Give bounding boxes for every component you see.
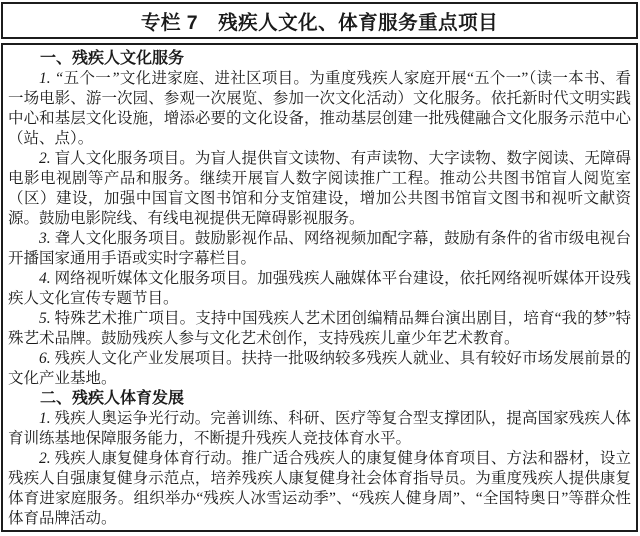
- item-text: 完善训练、科研、医疗等复合型支撑团队，提高国家残疾人体育训练基地保障服务能力，不断提升残疾人竞技体育水平。: [8, 410, 631, 447]
- column-content-box: [1, 43, 638, 532]
- column-title: 专栏 7 残疾人文化、体育服务重点项目: [140, 11, 499, 34]
- item-label: 2. 盲人文化服务项目。: [39, 150, 195, 167]
- item-text: 鼓励影视作品、网络视频加配字幕，鼓励有条件的省市级电视台开播国家通用手语或实时字幕栏目。: [8, 230, 631, 267]
- item-label: 1. “五个一”文化进家庭、进社区项目。: [39, 70, 310, 87]
- section-2-item-2: [8, 449, 631, 529]
- item-text: 加强残疾人融媒体平台建设，依托网络视听媒体开设残疾人文化宣传专题节目。: [8, 270, 631, 307]
- item-label: 2. 残疾人康复健身体育行动。: [39, 450, 242, 467]
- section-1-item-3: [8, 229, 631, 269]
- section-2-heading: 二、残疾人体育发展: [40, 390, 185, 407]
- section-1-heading: 一、残疾人文化服务: [40, 50, 185, 67]
- section-1-item-4: [8, 269, 631, 309]
- section-1-item-2: [8, 149, 631, 229]
- item-text: 为重度残疾人家庭开展“五个一”（读一本书、看一场电影、游一次园、参观一次展览、参加一次文化活动）文化服务。依托新时代文明实践中心和基层文化设施，增添必要的文化设备，推动基层创建一批残健融合文化服务示范中心（站、点）。: [8, 70, 631, 147]
- item-label: 4. 网络视听媒体文化服务项目。: [39, 270, 258, 287]
- item-label: 1. 残疾人奥运争光行动。: [39, 410, 211, 427]
- item-text: 扶持一批吸纳较多残疾人就业、具有较好市场发展前景的文化产业基地。: [8, 350, 631, 387]
- document-page: [0, 2, 640, 532]
- item-label: 5. 特殊艺术推广项目。: [39, 310, 196, 327]
- section-1-item-6: [8, 349, 631, 389]
- section-1-item-1: [8, 69, 631, 149]
- item-text: 为盲人提供盲文读物、有声读物、大字读物、数字阅读、无障碍电影电视剧等产品和服务。继续开展盲人数字阅读推广工程。推动公共图书馆盲人阅览室（区）建设，加强中国盲文图书馆和分支馆建设，增加公共图书馆盲文图书和视听文献资源。鼓励电影院线、有线电视提供无障碍影视服务。: [8, 150, 631, 227]
- item-text: 推广适合残疾人的康复健身体育项目、方法和器材，设立残疾人自强康复健身示范点，培养残疾人康复健身社会体育指导员。为重度残疾人提供康复体育进家庭服务。组织举办“残疾人冰雪运动季”、“残疾人健身周”、“全国特奥日”等群众性体育品牌活动。: [8, 450, 631, 527]
- section-2-item-1: [8, 409, 631, 449]
- section-1-item-5: [8, 309, 631, 349]
- item-text: 支持中国残疾人艺术团创编精品舞台演出剧目，培育“我的梦”特殊艺术品牌。鼓励残疾人参与文化艺术创作，支持残疾儿童少年艺术教育。: [8, 310, 631, 347]
- item-label: 6. 残疾人文化产业发展项目。: [39, 350, 242, 367]
- column-title-box: [1, 2, 638, 39]
- item-label: 3. 聋人文化服务项目。: [39, 230, 195, 247]
